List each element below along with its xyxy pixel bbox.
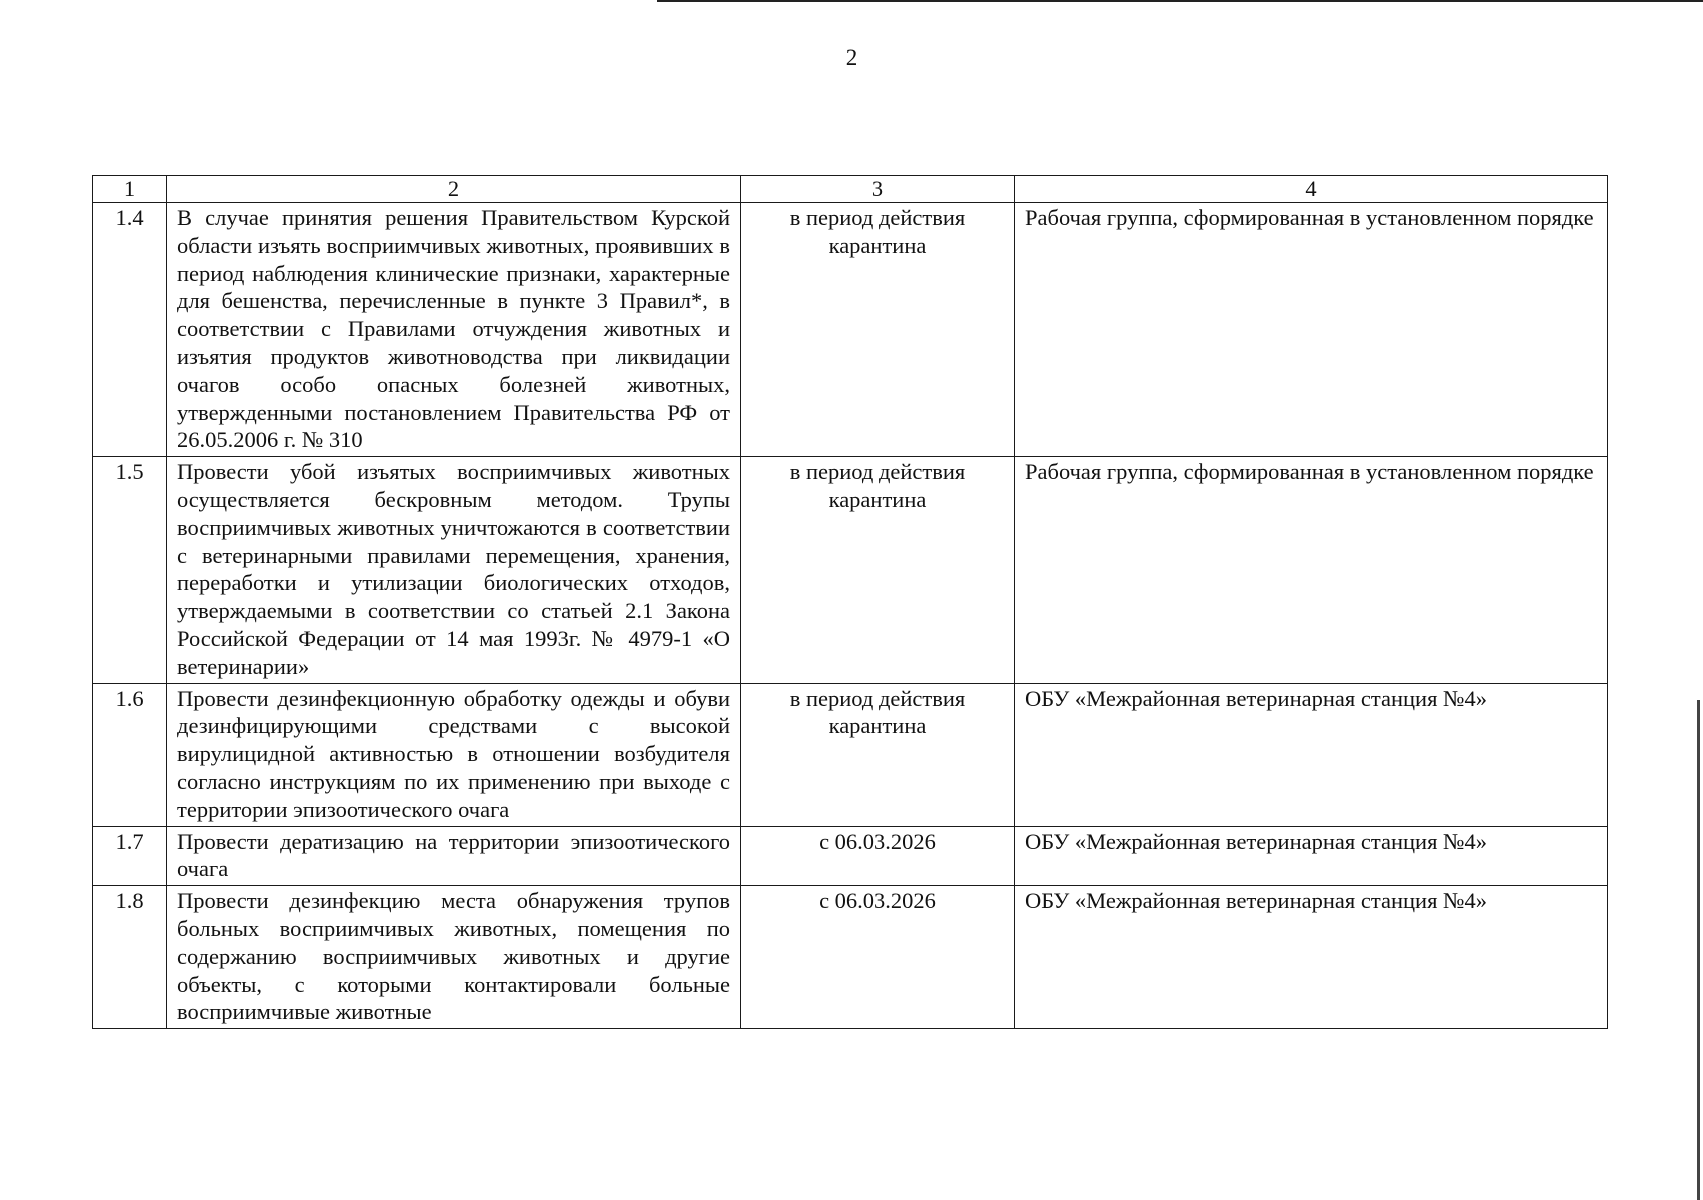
measure-responsible: Рабочая группа, сформированная в установленном порядке bbox=[1015, 457, 1608, 683]
column-number-4: 4 bbox=[1015, 176, 1608, 203]
column-number-2: 2 bbox=[167, 176, 741, 203]
measure-description: Провести дезинфекцию места обнаружения трупов больных восприимчивых животных, помещения по содержанию восприимчивых животных и другие объекты, с которыми контактировали больные восприимчивые животные bbox=[167, 886, 741, 1029]
measure-term: с 06.03.2026 bbox=[741, 826, 1015, 886]
measure-responsible: ОБУ «Межрайонная ветеринарная станция №4» bbox=[1015, 683, 1608, 826]
measure-responsible: ОБУ «Межрайонная ветеринарная станция №4» bbox=[1015, 886, 1608, 1029]
scan-border-right bbox=[1697, 700, 1700, 1200]
measure-term: в период действия карантина bbox=[741, 683, 1015, 826]
row-number: 1.4 bbox=[93, 203, 167, 457]
measures-table bbox=[92, 175, 1608, 1029]
measure-description: В случае принятия решения Правительством Курской области изъять восприимчивых животных, проявивших в период наблюдения клинические признаки, характерные для бешенства, перечисленные в пункте 3 Правил*, в соответствии с Правилами отчуждения животных и изъятия продуктов животноводства при ликвидации очагов особо опасных болезней животных, утвержденными постановлением Правительства РФ от 26.05.2006 г. № 310 bbox=[167, 203, 741, 457]
measure-term: с 06.03.2026 bbox=[741, 886, 1015, 1029]
table-row bbox=[93, 457, 1608, 683]
measure-term: в период действия карантина bbox=[741, 203, 1015, 457]
column-number-3: 3 bbox=[741, 176, 1015, 203]
measure-description: Провести дезинфекционную обработку одежды и обуви дезинфицирующими средствами с высокой вирулицидной активностью в отношении возбудителя согласно инструкциям по их применению при выходе с территории эпизоотического очага bbox=[167, 683, 741, 826]
table-row bbox=[93, 886, 1608, 1029]
measure-description: Провести убой изъятых восприимчивых животных осуществляется бескровным методом. Трупы восприимчивых животных уничтожаются в соответствии с ветеринарными правилами перемещения, хранения, переработки и утилизации биологических отходов, утверждаемыми в соответствии со статьей 2.1 Закона Российской Федерации от 14 мая 1993г. № 4979-1 «О ветеринарии» bbox=[167, 457, 741, 683]
measure-responsible: Рабочая группа, сформированная в установленном порядке bbox=[1015, 203, 1608, 457]
table-row bbox=[93, 203, 1608, 457]
row-number: 1.8 bbox=[93, 886, 167, 1029]
measure-responsible: ОБУ «Межрайонная ветеринарная станция №4» bbox=[1015, 826, 1608, 886]
measure-term: в период действия карантина bbox=[741, 457, 1015, 683]
row-number: 1.6 bbox=[93, 683, 167, 826]
table-header-row bbox=[93, 176, 1608, 203]
table-row bbox=[93, 683, 1608, 826]
column-number-1: 1 bbox=[93, 176, 167, 203]
table-row bbox=[93, 826, 1608, 886]
scan-border-top bbox=[657, 0, 1703, 2]
page-number: 2 bbox=[845, 45, 858, 70]
row-number: 1.5 bbox=[93, 457, 167, 683]
measure-description: Провести дератизацию на территории эпизоотического очага bbox=[167, 826, 741, 886]
row-number: 1.7 bbox=[93, 826, 167, 886]
